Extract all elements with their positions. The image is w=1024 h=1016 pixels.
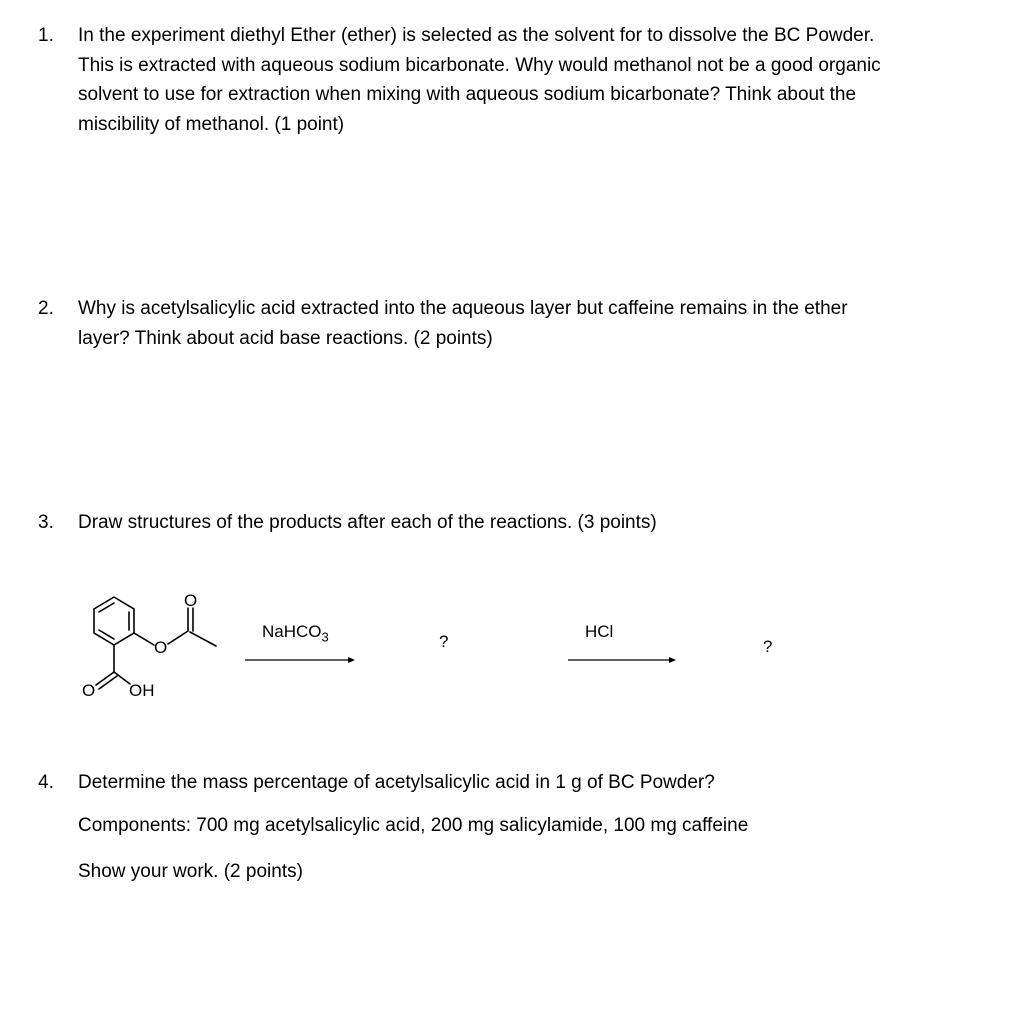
question-text: [78, 768, 978, 798]
question-2: [38, 294, 978, 353]
bond: [114, 672, 130, 684]
reagent-hcl: HCl: [585, 622, 614, 641]
bond: [96, 672, 114, 685]
question-1: [38, 21, 978, 139]
question-number: 4.: [38, 772, 54, 793]
question-number: 3.: [38, 512, 54, 533]
acetylsalicylic-acid-structure: [70, 578, 250, 708]
question-line: Why is acetylsalicylic acid extracted into the aqueous layer but caffeine remains in the ether: [78, 298, 848, 319]
reagent-nahco3: [262, 622, 329, 644]
question-line: In the experiment diethyl Ether (ether) is selected as the solvent for to dissolve the BC Powder.: [78, 25, 875, 46]
reagent-subscript: 3: [321, 629, 329, 645]
atom-label: O: [82, 681, 96, 700]
question-text: [78, 508, 978, 538]
unknown-product: ?: [439, 632, 449, 651]
question-line: Determine the mass percentage of acetylsalicylic acid in 1 g of BC Powder?: [78, 772, 715, 793]
bond: [99, 676, 117, 689]
bond: [168, 631, 188, 644]
question-line: Draw structures of the products after each of the reactions. (3 points): [78, 512, 657, 533]
atom-label: O: [154, 638, 168, 657]
question-4: [38, 768, 978, 798]
question-line: miscibility of methanol. (1 point): [78, 113, 345, 135]
reagent-main: NaHCO: [262, 622, 322, 641]
bond: [134, 633, 154, 645]
atom-label: O: [184, 591, 198, 610]
reaction-arrow: [568, 655, 676, 665]
bond: [190, 632, 216, 646]
question-line: layer? Think about acid base reactions. (2 points): [78, 327, 493, 349]
benzene-ring: [94, 597, 134, 645]
question-number: 2.: [38, 298, 54, 319]
question-3: [38, 508, 978, 538]
atom-label: OH: [129, 681, 155, 700]
question-text: [78, 294, 978, 353]
unknown-product: ?: [763, 637, 773, 656]
question-line: solvent to use for extraction when mixing with aqueous sodium bicarbonate? Think about the: [78, 84, 857, 105]
components-line: Components: 700 mg acetylsalicylic acid, 200 mg salicylamide, 100 mg caffeine: [78, 815, 749, 836]
question-number: 1.: [38, 25, 54, 46]
question-line: This is extracted with aqueous sodium bicarbonate. Why would methanol not be a good organic: [78, 54, 881, 76]
reaction-arrow: [245, 655, 355, 665]
show-work-line: Show your work. (2 points): [78, 861, 303, 882]
question-text: [78, 21, 978, 139]
